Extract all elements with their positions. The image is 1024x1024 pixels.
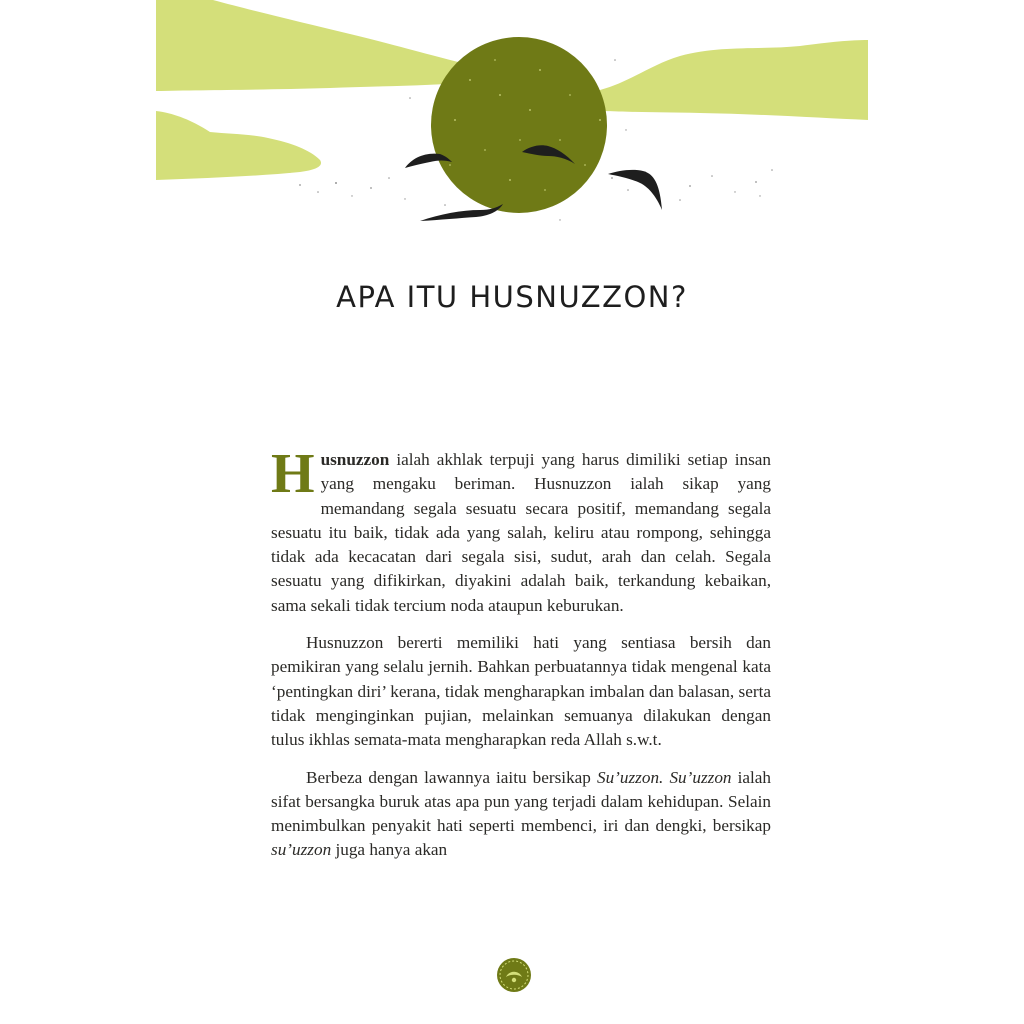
paragraph-3	[271, 766, 771, 863]
paragraph-1	[271, 443, 771, 618]
chapter-title: APA ITU HUSNUZZON?	[336, 280, 688, 314]
paragraph-3-text-3: juga hanya akan	[331, 840, 448, 860]
term-suuzzon-1: Su’uzzon.	[596, 767, 664, 787]
bird-icon	[608, 170, 662, 210]
paragraph-3-text-2: ialah sifat bersangka buruk atas apa pun yang terjadi dalam kehidupan. Selain menimbulkan penyakit hati seperti membenci, iri dan dengki, bersikap	[271, 767, 772, 836]
page-number-ornament-icon	[494, 955, 534, 995]
lead-term: usnuzzon	[320, 450, 390, 469]
paragraph-3-text-1: Berbeza dengan lawannya iaitu bersikap	[306, 767, 597, 787]
header-illustration	[0, 0, 1024, 240]
body-text	[271, 443, 772, 876]
drop-cap: H	[271, 443, 315, 505]
term-suuzzon-2: Su’uzzon	[669, 767, 732, 787]
paragraph-2: Husnuzzon bererti memiliki hati yang sentiasa bersih dan pemikiran yang selalu jernih. Bahkan perbuatannya tidak mengenal kata ‘pentingkan diri’ kerana, tidak mengharapkan imbalan dan balasan, serta tidak menginginkan pujian, melainkan semuanya dilakukan dengan tulus ikhlas semata-mata mengharapkan reda Allah s.w.t.	[271, 633, 771, 750]
paragraph-1-text: ialah akhlak terpuji yang harus dimiliki setiap insan yang mengaku beriman. Husnuzzon ialah sikap yang memandang segala sesuatu secara positif, memandang segala sesuatu itu baik, tidak ada yang salah, keliru atau rompong, sehingga tidak ada kecacatan dari segala sisi, sudut, arah dan celah. Segala sesuatu yang difikirkan, diyakini adalah baik, terkandung kebaikan, sama sekali tidak tercium noda ataupun keburukan.	[271, 450, 771, 615]
sun-icon	[431, 37, 607, 213]
cloud-icon	[583, 40, 868, 120]
cloud-icon	[156, 0, 484, 91]
cloud-icon	[156, 111, 321, 180]
term-suuzzon-3: su’uzzon	[271, 840, 332, 860]
